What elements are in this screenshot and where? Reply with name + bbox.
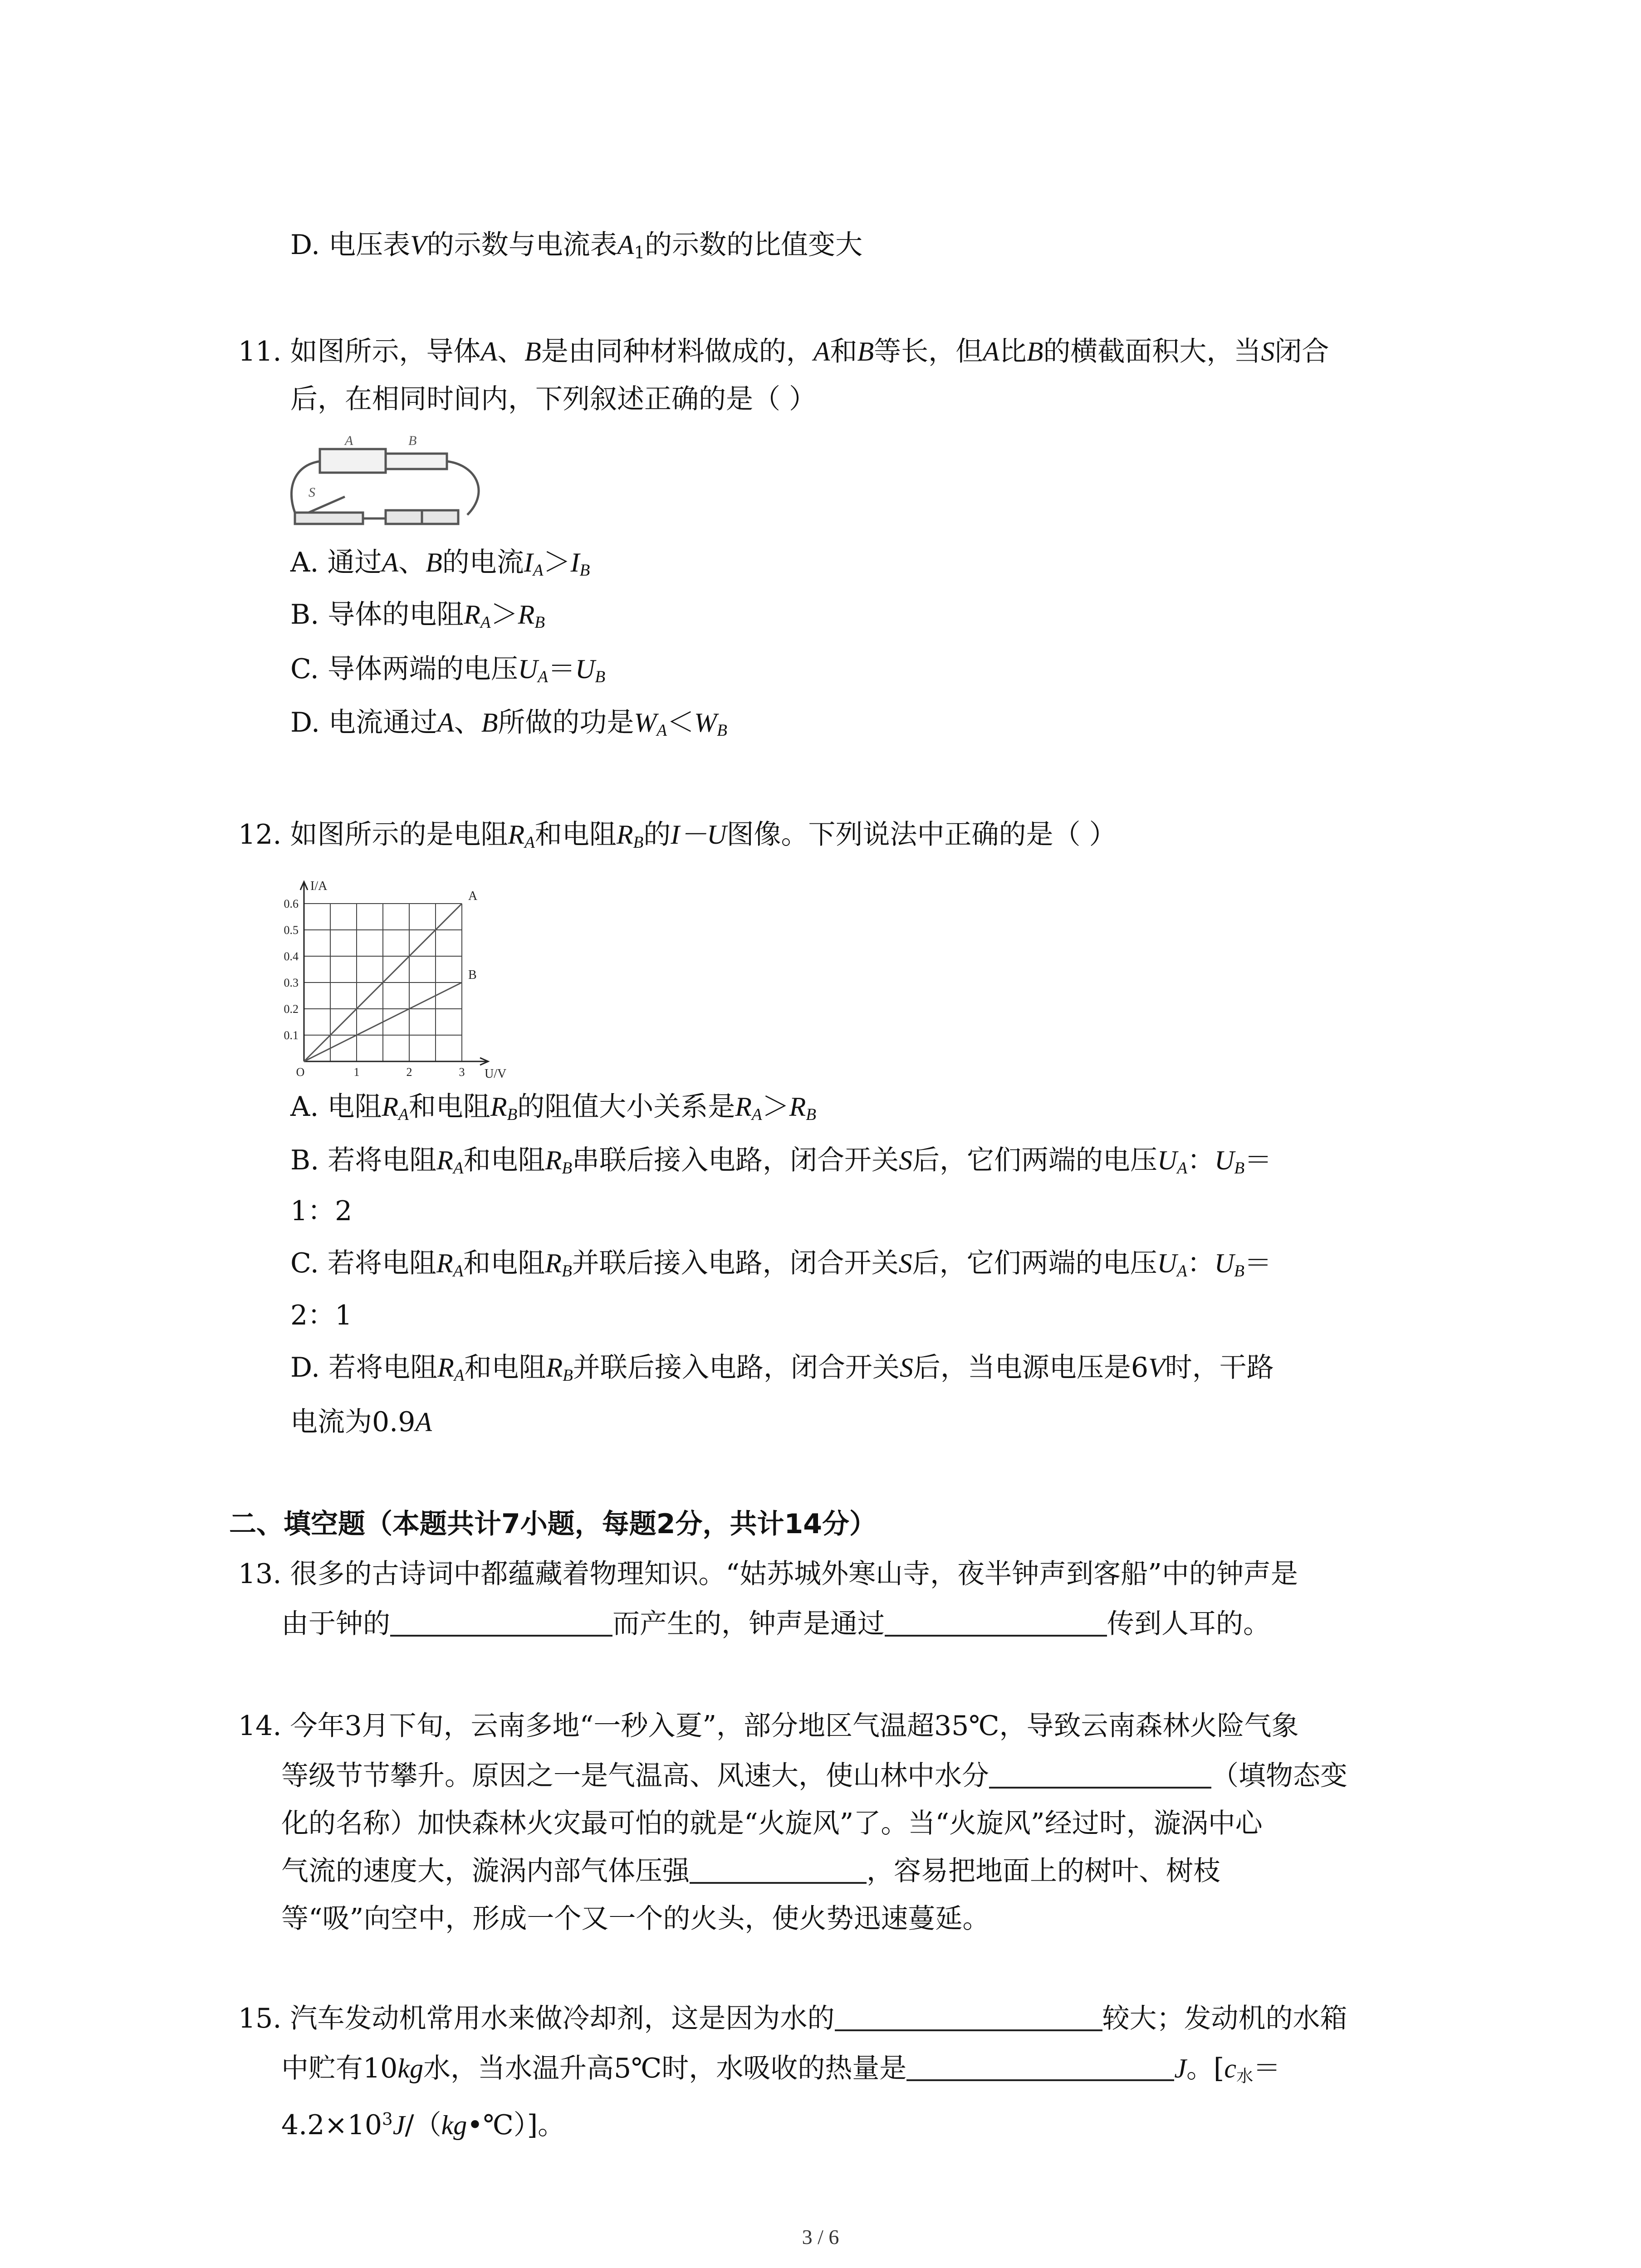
y-axis-label: I/A [310, 879, 328, 893]
text: 和电阻 [463, 1247, 545, 1279]
series-label-a: A [468, 889, 478, 903]
y-tick-label: 0.1 [284, 1029, 299, 1042]
text: 由于钟的 [281, 1608, 390, 1640]
math-sub: B [579, 561, 590, 580]
q10-option-d [290, 227, 862, 263]
text: •℃）]。 [467, 2109, 565, 2141]
math-var: R [545, 1248, 562, 1278]
text: 如图所示，导体 [290, 336, 481, 367]
question-number: 11. [238, 336, 282, 367]
text: ＝ [548, 653, 575, 685]
switch-base [295, 513, 363, 524]
iu-chart [268, 871, 540, 1084]
math-var: R [436, 1145, 453, 1175]
text: 的横截面积大，当 [1043, 336, 1261, 367]
q11-option-d [290, 704, 727, 741]
math-var: R [382, 1092, 399, 1122]
y-tick-label: 0.2 [284, 1002, 299, 1016]
text: 和 [830, 336, 857, 367]
wire-left [291, 461, 320, 513]
q11-stem-line2: 后，在相同时间内，下列叙述正确的是（ ） [290, 383, 817, 415]
math-var: R [789, 1092, 806, 1122]
math-sub: A [524, 833, 535, 852]
text: D. 电流通过 [290, 707, 438, 738]
text: 和电阻 [464, 1352, 546, 1383]
text: 、 [497, 336, 525, 367]
q12-option-a [290, 1089, 816, 1125]
math-var: R [546, 1353, 563, 1383]
text: 、 [398, 547, 426, 578]
math-var: A [813, 337, 830, 367]
text: A. 电阻 [290, 1091, 382, 1123]
text: ＜ [667, 707, 695, 738]
answer-blank[interactable] [835, 2002, 1102, 2031]
math-var: A [437, 708, 454, 738]
q15-line2 [281, 2050, 1280, 2087]
x-tick-label: 3 [459, 1066, 465, 1079]
text: 4.2×10 [281, 2109, 382, 2141]
math-var: R [436, 1248, 453, 1278]
math-var: B [1026, 337, 1043, 367]
math-sub: B [563, 1366, 573, 1385]
math-sub: B [507, 1105, 518, 1124]
text: 。[ [1186, 2053, 1225, 2084]
text: ： [1187, 1247, 1215, 1279]
q12-option-b [290, 1142, 1272, 1178]
math-var: B [857, 337, 874, 367]
math-sub: A [454, 1366, 465, 1385]
text: 后，当电源电压是6 [913, 1352, 1149, 1383]
q12-option-c-ratio: 2：1 [290, 1300, 353, 1331]
math-var: S [1261, 337, 1275, 367]
battery-2 [422, 510, 458, 524]
answer-blank[interactable] [885, 1608, 1107, 1637]
q15-line3 [281, 2107, 565, 2143]
math-sub: A [1177, 1262, 1187, 1281]
math-var: V [1148, 1353, 1165, 1383]
battery-1 [386, 510, 422, 524]
math-var: R [490, 1092, 507, 1122]
math-sup: 3 [382, 2109, 393, 2129]
text: 串联后接入电路，闭合开关 [572, 1144, 899, 1176]
q12-option-d [290, 1349, 1274, 1386]
text: 较大；发动机的水箱 [1102, 2003, 1347, 2034]
chart-labels [284, 879, 507, 1081]
math-var: U [1157, 1145, 1177, 1175]
math-var: R [545, 1145, 562, 1175]
math-sub: B [806, 1105, 816, 1124]
text: A. 通过 [290, 547, 382, 578]
math-sub: A [533, 561, 544, 580]
wire-right [447, 461, 479, 515]
q15-line1 [238, 2000, 1347, 2037]
math-sub: A [1177, 1159, 1188, 1178]
math-sub: 1 [634, 242, 645, 263]
text: D. 电压表 [290, 229, 411, 261]
math-sub: A [656, 721, 667, 740]
q12-stem [238, 816, 1117, 853]
text: 中贮有10 [281, 2053, 398, 2084]
math-var: B [524, 337, 541, 367]
answer-blank[interactable] [906, 2052, 1174, 2081]
text: 后，它们两端的电压 [912, 1144, 1157, 1176]
math-var: A [983, 337, 999, 367]
math-var: R [616, 820, 633, 850]
q11-option-c [290, 651, 605, 687]
text: ，容易把地面上的树叶、树枝 [867, 1855, 1220, 1887]
text: ＞ [543, 547, 571, 578]
math-var: A [617, 230, 634, 260]
text: /（ [405, 2109, 441, 2141]
text: 和电阻 [534, 819, 617, 850]
math-var: kg [397, 2053, 423, 2083]
text: 等级节节攀升。原因之一是气温高、风速大，使山林中水分 [281, 1760, 989, 1792]
math-var: U [518, 654, 538, 684]
y-tick-label: 0.6 [284, 897, 299, 910]
math-var: I－U [671, 820, 727, 850]
math-var: A [382, 547, 399, 577]
conductor-a [320, 449, 386, 473]
text: ＞ [490, 599, 518, 631]
text: （填物态变 [1211, 1760, 1347, 1792]
q12-option-c [290, 1245, 1272, 1281]
text: 的示数的比值变大 [645, 229, 863, 261]
math-var: R [518, 600, 535, 630]
y-tick-label: 0.4 [284, 950, 299, 963]
series-label-b: B [468, 968, 477, 982]
math-sub: B [717, 721, 727, 740]
math-var: W [634, 708, 657, 738]
x-axis-label: U/V [485, 1067, 507, 1081]
q11-circuit-figure [277, 429, 513, 535]
text: 而产生的，钟声是通过 [612, 1608, 885, 1640]
text: B. 导体的电阻 [290, 599, 464, 631]
math-sub: B [1234, 1159, 1245, 1178]
text: 和电阻 [408, 1091, 490, 1123]
conductor-b [386, 454, 447, 469]
math-sub: B [561, 1262, 572, 1281]
math-var: R [508, 820, 525, 850]
math-var: A [415, 1407, 432, 1437]
math-var: U [1215, 1145, 1234, 1175]
math-var: S [898, 1248, 912, 1278]
answer-blank[interactable] [989, 1760, 1211, 1789]
text: 15. 汽车发动机常用水来做冷却剂，这是因为水的 [238, 2003, 835, 2034]
text: 的示数与电流表 [426, 229, 617, 261]
q11-stem-line1 [238, 333, 1329, 370]
label-b: B [408, 433, 417, 448]
text: ＝ [1253, 2053, 1281, 2084]
text: 后，它们两端的电压 [912, 1247, 1157, 1279]
math-var: I [524, 547, 533, 577]
text: 和电阻 [463, 1144, 545, 1176]
math-var: R [437, 1353, 454, 1383]
text: ＝ [1244, 1247, 1272, 1279]
math-var: A [480, 337, 498, 367]
math-sub: B [595, 668, 606, 687]
page-number: 3 / 6 [802, 2225, 839, 2248]
math-var: R [464, 600, 480, 630]
math-var: B [426, 547, 442, 577]
math-var: U [575, 654, 595, 684]
math-sub: B [1234, 1262, 1244, 1281]
math-var: kg [441, 2110, 467, 2140]
text: 传到人耳的。 [1107, 1608, 1270, 1640]
math-var: J [392, 2110, 405, 2140]
q14-line5: 等“吸”向空中，形成一个又一个的火头，使火势迅速蔓延。 [281, 1903, 990, 1935]
text: 图像。下列说法中正确的是（ ） [726, 819, 1117, 850]
math-var: U [1157, 1248, 1177, 1278]
math-sub: A [398, 1105, 409, 1124]
text: 并联后接入电路，闭合开关 [572, 1247, 899, 1279]
label-s: S [309, 485, 315, 500]
x-tick-label: 2 [406, 1066, 412, 1079]
text: 电流为0.9 [290, 1406, 416, 1438]
text: 、 [454, 707, 481, 738]
text: C. 导体两端的电压 [290, 653, 518, 685]
text: 如图所示的是电阻 [290, 819, 508, 850]
math-var: U [1214, 1248, 1234, 1278]
question-number: 12. [238, 819, 282, 850]
text: 的电流 [442, 547, 524, 578]
math-sub: A [480, 613, 491, 632]
q14-line3: 化的名称）加快森林火灾最可怕的就是“火旋风”了。当“火旋风”经过时，漩涡中心 [281, 1808, 1263, 1839]
answer-blank[interactable] [390, 1608, 612, 1637]
math-var: J [1174, 2053, 1186, 2083]
text: 时，干路 [1165, 1352, 1274, 1383]
text: C. 若将电阻 [290, 1247, 436, 1279]
text: 闭合 [1274, 336, 1329, 367]
text: ＞ [762, 1091, 789, 1123]
origin-label: O [296, 1066, 305, 1079]
math-sub: A [538, 668, 548, 687]
q13-line2 [281, 1606, 1270, 1642]
text: D. 若将电阻 [290, 1352, 438, 1383]
math-var: S [899, 1145, 912, 1175]
math-sub: B [534, 613, 545, 632]
y-tick-label: 0.3 [284, 976, 299, 989]
q12-option-d-line2 [290, 1404, 432, 1440]
text: 气流的速度大，漩涡内部气体压强 [281, 1855, 690, 1887]
y-tick-label: 0.5 [284, 924, 299, 937]
math-sub: B [633, 833, 644, 852]
math-sub: A [751, 1105, 762, 1124]
text: 是由同种材料做成的， [541, 336, 813, 367]
section-title: 二、填空题（本题共计7小题，每题2分，共计14分） [229, 1508, 877, 1540]
text: 比 [999, 336, 1027, 367]
math-var: I [570, 547, 580, 577]
text: 等长，但 [874, 336, 983, 367]
text: 水，当水温升高5℃时，水吸收的热量是 [423, 2053, 907, 2084]
q12-option-b-ratio: 1：2 [290, 1195, 353, 1227]
text: 所做的功是 [498, 707, 634, 738]
math-sub: A [453, 1262, 464, 1281]
q14-line1: 14. 今年3月下旬，云南多地“一秒入夏”，部分地区气温超35℃，导致云南森林火险气象 [238, 1710, 1299, 1742]
math-var: c [1224, 2053, 1236, 2083]
text: 并联后接入电路，闭合开关 [573, 1352, 900, 1383]
label-a: A [345, 433, 353, 448]
math-sub: B [562, 1159, 572, 1178]
math-var: R [735, 1092, 752, 1122]
text: B. 若将电阻 [290, 1144, 437, 1176]
q14-line2 [281, 1758, 1347, 1794]
math-var: B [481, 708, 498, 738]
q14-line4 [281, 1853, 1220, 1889]
math-var: S [899, 1353, 913, 1383]
q11-option-b [290, 596, 545, 633]
q11-option-a [290, 544, 590, 581]
x-tick-label: 1 [353, 1066, 360, 1079]
math-sub: A [453, 1159, 464, 1178]
q13-line1: 13. 很多的古诗词中都蕴藏着物理知识。“姑苏城外寒山寺，夜半钟声到客船”中的钟声是 [238, 1558, 1298, 1590]
math-var: W [694, 708, 717, 738]
text: 的阻值大小关系是 [517, 1091, 735, 1123]
math-sub: 水 [1236, 2066, 1254, 2086]
answer-blank[interactable] [690, 1855, 867, 1884]
text: ＝ [1244, 1144, 1272, 1176]
text: 的 [643, 819, 671, 850]
math-var: V [410, 230, 427, 260]
text: ： [1187, 1144, 1215, 1176]
